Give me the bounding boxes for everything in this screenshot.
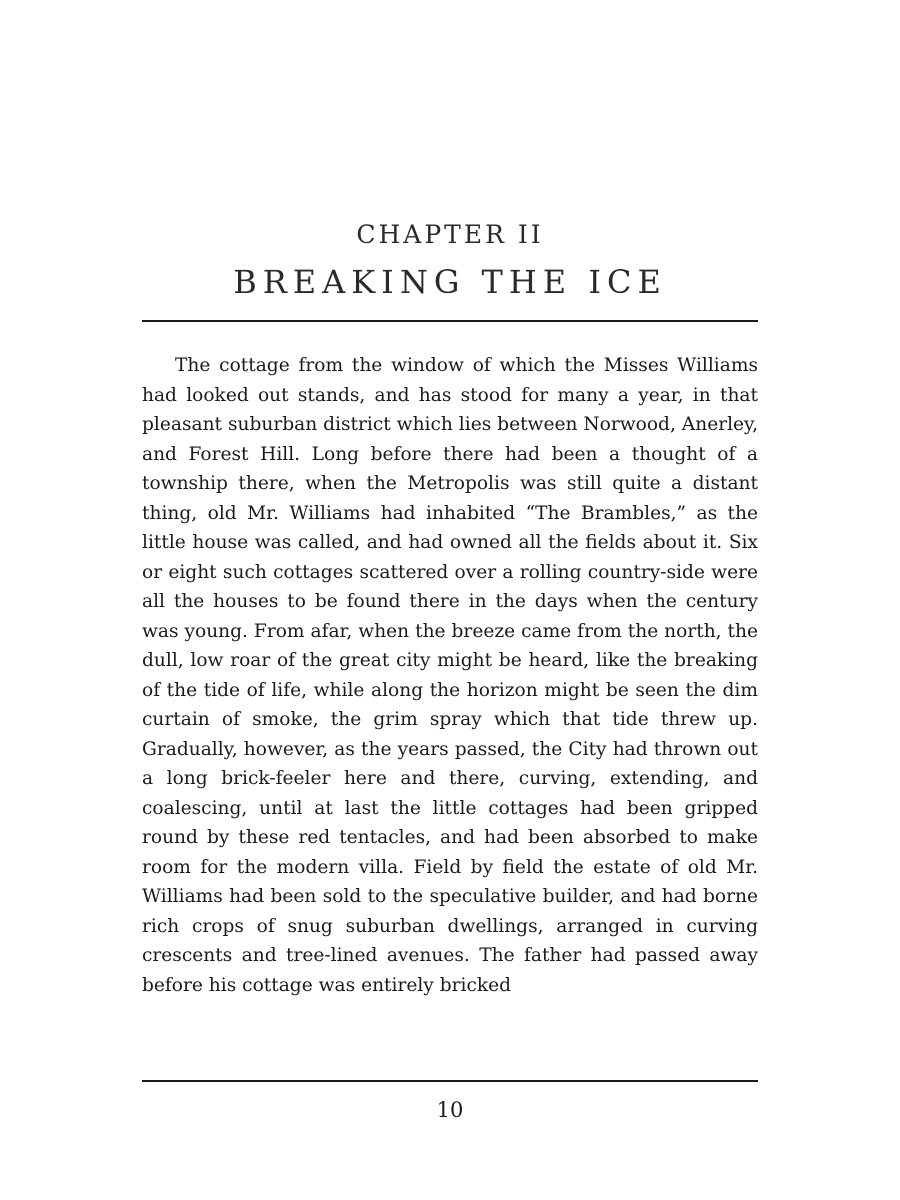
- chapter-title: BREAKING THE ICE: [233, 263, 667, 301]
- footer-divider: [142, 1080, 758, 1082]
- body-paragraph: The cottage from the window of which the Misses Williams had looked out stands, and has stood for many a year, in that pleasant suburban district which lies between Norwood, Anerley, and Forest Hill. Long before there had been a thought of a township there, when the Metropolis was still quite a distant thing, old Mr. Williams had inhabited “The Brambles,” as the little house was called, and had owned all the fields about it. Six or eight such cottages scattered over a rolling country-side were all the houses to be found there in the days when the century was young. From afar, when the breeze came from the north, the dull, low roar of the great city might be heard, like the breaking of the tide of life, while along the horizon might be seen the dim curtain of smoke, the grim spray which that tide threw up. Gradually, however, as the years passed, the City had thrown out a long brick-feeler here and there, curving, extending, and coalescing, until at last the little cottages had been gripped round by these red tentacles, and had been absorbed to make room for the modern villa. Field by field the estate of old Mr. Williams had been sold to the speculative builder, and had borne rich crops of snug suburban dwellings, arranged in curving crescents and tree-lined avenues. The father had passed away before his cottage was entirely bricked: [142, 355, 758, 996]
- chapter-label: CHAPTER II: [356, 220, 544, 249]
- page-number: 10: [436, 1098, 464, 1122]
- header-divider: [142, 320, 758, 322]
